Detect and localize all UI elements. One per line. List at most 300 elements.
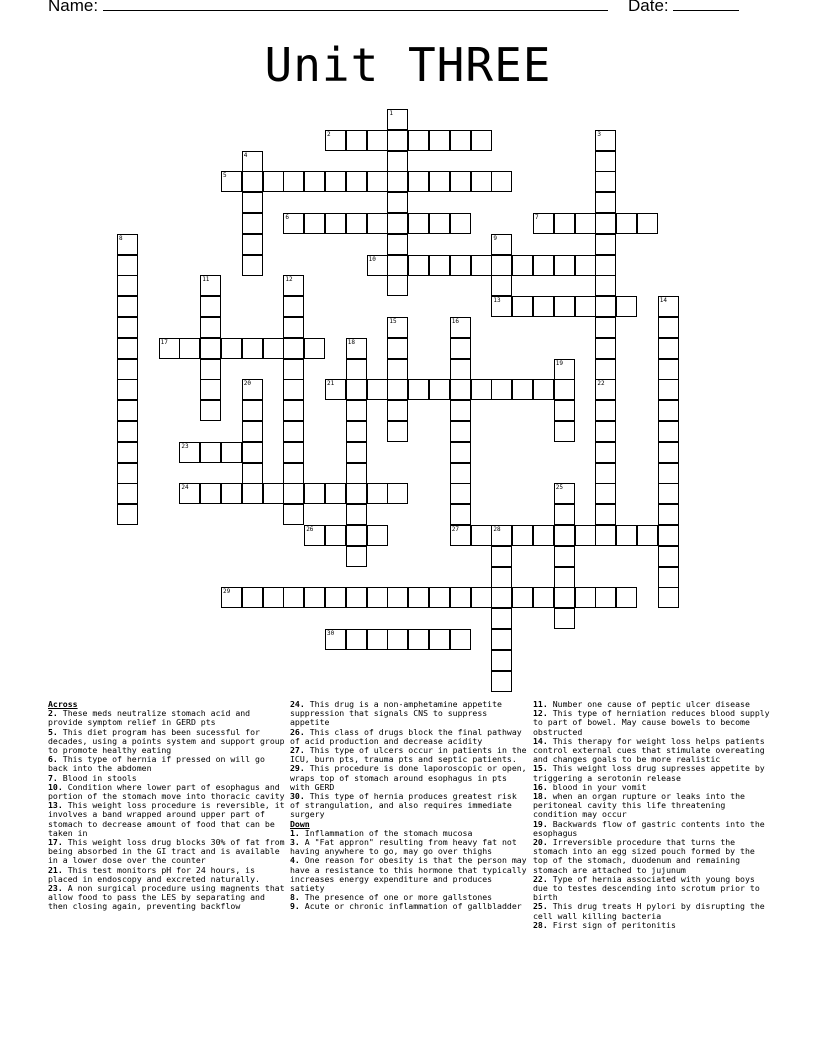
grid-cell[interactable] [471, 379, 492, 400]
grid-cell[interactable] [283, 338, 304, 359]
clue-number-label: 5. [48, 726, 58, 737]
grid-cell[interactable] [616, 296, 637, 317]
clue [533, 737, 771, 765]
clue-number-label: 1. [290, 827, 300, 838]
grid-cell[interactable] [575, 525, 596, 546]
clue-number-label: 7. [48, 772, 58, 783]
grid-cell[interactable] [242, 338, 263, 359]
grid-cell[interactable] [450, 587, 471, 608]
clue-number-label: 11. [533, 699, 548, 709]
grid-cell[interactable] [491, 296, 512, 317]
grid-cell[interactable] [387, 192, 408, 213]
grid-cell[interactable] [242, 463, 263, 484]
grid-cell[interactable] [283, 379, 304, 400]
clue-number-label: 9. [290, 901, 300, 912]
grid-cell[interactable] [221, 338, 242, 359]
grid-cell[interactable] [387, 255, 408, 276]
grid-cell[interactable] [491, 171, 512, 192]
grid-cell[interactable] [429, 587, 450, 608]
grid-cell[interactable] [595, 255, 616, 276]
name-label: Name: [48, 0, 99, 15]
grid-cell[interactable] [512, 296, 533, 317]
clue-number-label: 19. [533, 818, 548, 829]
grid-cell[interactable] [117, 338, 138, 359]
clue-number: 8 [119, 234, 123, 242]
grid-cell[interactable] [450, 338, 471, 359]
grid-cell[interactable] [595, 234, 616, 255]
down-heading: Down [290, 818, 310, 829]
clue-column-2 [290, 700, 528, 912]
grid-cell[interactable] [387, 400, 408, 421]
grid-cell[interactable] [346, 442, 367, 463]
grid-cell[interactable] [658, 442, 679, 463]
grid-cell[interactable] [533, 525, 554, 546]
grid-cell[interactable] [200, 359, 221, 380]
grid-cell[interactable] [595, 421, 616, 442]
grid-cell[interactable] [200, 338, 221, 359]
clue [48, 884, 286, 912]
grid-cell[interactable] [595, 379, 616, 400]
grid-cell[interactable] [616, 213, 637, 234]
grid-cell[interactable] [367, 130, 388, 151]
grid-cell[interactable] [595, 171, 616, 192]
grid-cell[interactable] [429, 379, 450, 400]
grid-cell[interactable] [117, 359, 138, 380]
clue-number-label: 2. [48, 708, 58, 719]
grid-cell[interactable] [283, 213, 304, 234]
grid-cell[interactable] [512, 525, 533, 546]
grid-cell[interactable] [471, 171, 492, 192]
grid-cell[interactable] [554, 379, 575, 400]
grid-cell[interactable] [658, 400, 679, 421]
grid-cell[interactable] [408, 587, 429, 608]
grid-cell[interactable] [346, 338, 367, 359]
clue-text: blood in your vomit [547, 781, 647, 792]
grid-cell[interactable] [533, 255, 554, 276]
grid-cell[interactable] [325, 213, 346, 234]
grid-cell[interactable] [367, 587, 388, 608]
grid-cell[interactable] [304, 587, 325, 608]
grid-cell[interactable] [471, 130, 492, 151]
grid-cell[interactable] [595, 483, 616, 504]
grid-cell[interactable] [408, 171, 429, 192]
grid-cell[interactable] [304, 483, 325, 504]
grid-cell[interactable] [554, 504, 575, 525]
grid-cell[interactable] [221, 442, 242, 463]
grid-cell[interactable] [554, 546, 575, 567]
grid-cell[interactable] [117, 442, 138, 463]
grid-cell[interactable] [554, 400, 575, 421]
grid-cell[interactable] [325, 587, 346, 608]
grid-cell[interactable] [304, 338, 325, 359]
grid-cell[interactable] [658, 296, 679, 317]
grid-cell[interactable] [346, 400, 367, 421]
grid-cell[interactable] [346, 483, 367, 504]
grid-cell[interactable] [616, 525, 637, 546]
clue [48, 783, 286, 801]
clue-number: 16 [451, 318, 460, 325]
grid-cell[interactable] [595, 463, 616, 484]
grid-cell[interactable] [450, 463, 471, 484]
grid-cell[interactable] [429, 255, 450, 276]
clue-text: Backwards flow of gastric contents into the esophagus [533, 818, 765, 838]
grid-cell[interactable] [117, 379, 138, 400]
grid-cell[interactable] [575, 296, 596, 317]
grid-cell[interactable] [117, 317, 138, 338]
clue-number-label: 15. [533, 763, 548, 774]
grid-cell[interactable] [616, 587, 637, 608]
grid-cell[interactable] [200, 379, 221, 400]
grid-cell[interactable] [554, 296, 575, 317]
grid-cell[interactable] [450, 400, 471, 421]
clue-number: 10 [368, 255, 376, 263]
grid-cell[interactable] [283, 483, 304, 504]
grid-cell[interactable] [283, 359, 304, 380]
grid-cell[interactable] [325, 130, 346, 151]
grid-cell[interactable] [242, 192, 263, 213]
grid-cell[interactable] [346, 504, 367, 525]
clue [290, 792, 528, 820]
clue [290, 746, 528, 764]
grid-cell[interactable] [263, 338, 284, 359]
grid-cell[interactable] [387, 587, 408, 608]
clue [290, 838, 528, 856]
grid-cell[interactable] [450, 317, 471, 338]
grid-cell[interactable] [491, 650, 512, 671]
grid-cell[interactable] [450, 483, 471, 504]
grid-cell[interactable] [450, 379, 471, 400]
grid-cell[interactable] [554, 213, 575, 234]
grid-cell[interactable] [117, 234, 138, 255]
grid-cell[interactable] [408, 213, 429, 234]
grid-cell[interactable] [595, 504, 616, 525]
grid-cell[interactable] [554, 421, 575, 442]
grid-cell[interactable] [658, 546, 679, 567]
grid-cell[interactable] [450, 171, 471, 192]
grid-cell[interactable] [533, 213, 554, 234]
grid-cell[interactable] [242, 400, 263, 421]
grid-cell[interactable] [450, 421, 471, 442]
grid-cell[interactable] [242, 171, 263, 192]
clue-column-3 [533, 700, 771, 930]
grid-cell[interactable] [200, 275, 221, 296]
grid-cell[interactable] [179, 442, 200, 463]
grid-cell[interactable] [367, 255, 388, 276]
grid-cell[interactable] [658, 359, 679, 380]
grid-cell[interactable] [658, 587, 679, 608]
grid-cell[interactable] [387, 483, 408, 504]
grid-cell[interactable] [117, 296, 138, 317]
grid-cell[interactable] [491, 275, 512, 296]
grid-cell[interactable] [429, 171, 450, 192]
grid-cell[interactable] [595, 151, 616, 172]
across-heading: Across [48, 699, 78, 709]
clue-number-label: 26. [290, 726, 305, 737]
grid-cell[interactable] [429, 130, 450, 151]
grid-cell[interactable] [595, 359, 616, 380]
grid-cell[interactable] [200, 442, 221, 463]
grid-cell[interactable] [450, 130, 471, 151]
clue-number: 6 [285, 214, 290, 221]
grid-cell[interactable] [554, 525, 575, 546]
grid-cell[interactable] [242, 587, 263, 608]
grid-cell[interactable] [117, 400, 138, 421]
grid-cell[interactable] [367, 525, 388, 546]
grid-cell[interactable] [595, 213, 616, 234]
grid-cell[interactable] [367, 379, 388, 400]
grid-cell[interactable] [283, 463, 304, 484]
grid-cell[interactable] [346, 525, 367, 546]
grid-cell[interactable] [283, 171, 304, 192]
clue-text: A "Fat appron" resulting from heavy fat not having anywhere to go, may go over thighs [290, 837, 517, 857]
grid-cell[interactable] [512, 587, 533, 608]
clue-text: This type of ulcers occur in patients in the ICU, burn pts, trauma pts and septic patients. [290, 745, 527, 765]
grid-cell[interactable] [491, 546, 512, 567]
grid-cell[interactable] [263, 171, 284, 192]
grid-cell[interactable] [387, 629, 408, 650]
grid-cell[interactable] [450, 442, 471, 463]
clue-text: Inflammation of the stomach mucosa [299, 827, 473, 838]
grid-cell[interactable] [325, 171, 346, 192]
grid-cell[interactable] [242, 151, 263, 172]
grid-cell[interactable] [491, 234, 512, 255]
clue-number-label: 24. [290, 699, 305, 709]
grid-cell[interactable] [346, 171, 367, 192]
grid-cell[interactable] [346, 463, 367, 484]
grid-cell[interactable] [325, 379, 346, 400]
grid-cell[interactable] [221, 171, 242, 192]
grid-cell[interactable] [658, 504, 679, 525]
grid-cell[interactable] [387, 359, 408, 380]
grid-cell[interactable] [450, 504, 471, 525]
grid-cell[interactable] [346, 359, 367, 380]
grid-cell[interactable] [304, 525, 325, 546]
grid-cell[interactable] [221, 483, 242, 504]
grid-cell[interactable] [242, 234, 263, 255]
clue-number: 21 [327, 380, 335, 388]
grid-cell[interactable] [387, 234, 408, 255]
grid-cell[interactable] [283, 587, 304, 608]
grid-cell[interactable] [387, 275, 408, 296]
grid-cell[interactable] [554, 359, 575, 380]
grid-cell[interactable] [450, 255, 471, 276]
clue [533, 792, 771, 820]
grid-cell[interactable] [637, 525, 658, 546]
clue-number: 15 [389, 318, 397, 325]
clue-number: 18 [347, 338, 356, 346]
grid-cell[interactable] [387, 151, 408, 172]
grid-cell[interactable] [408, 255, 429, 276]
grid-cell[interactable] [595, 296, 616, 317]
grid-cell[interactable] [263, 587, 284, 608]
grid-cell[interactable] [491, 608, 512, 629]
grid-cell[interactable] [325, 525, 346, 546]
grid-cell[interactable] [242, 255, 263, 276]
grid-cell[interactable] [491, 379, 512, 400]
grid-cell[interactable] [471, 525, 492, 546]
clue-number: 7 [535, 214, 539, 221]
grid-cell[interactable] [595, 192, 616, 213]
grid-cell[interactable] [554, 567, 575, 588]
grid-cell[interactable] [387, 421, 408, 442]
grid-cell[interactable] [263, 483, 284, 504]
clue-number-label: 12. [533, 708, 548, 719]
grid-cell[interactable] [283, 421, 304, 442]
clue-number: 5 [223, 172, 227, 180]
grid-cell[interactable] [117, 504, 138, 525]
grid-cell[interactable] [387, 171, 408, 192]
grid-cell[interactable] [346, 587, 367, 608]
grid-cell[interactable] [658, 463, 679, 484]
clue [48, 728, 286, 756]
grid-cell[interactable] [200, 400, 221, 421]
clue [290, 856, 528, 893]
grid-cell[interactable] [346, 130, 367, 151]
clue-number-label: 8. [290, 892, 300, 903]
grid-cell[interactable] [283, 296, 304, 317]
grid-cell[interactable] [283, 275, 304, 296]
grid-cell[interactable] [367, 171, 388, 192]
grid-cell[interactable] [346, 213, 367, 234]
grid-cell[interactable] [283, 442, 304, 463]
grid-cell[interactable] [554, 608, 575, 629]
grid-cell[interactable] [491, 587, 512, 608]
grid-cell[interactable] [408, 130, 429, 151]
grid-cell[interactable] [387, 338, 408, 359]
grid-cell[interactable] [367, 213, 388, 234]
grid-cell[interactable] [283, 400, 304, 421]
grid-cell[interactable] [554, 255, 575, 276]
grid-cell[interactable] [450, 525, 471, 546]
grid-cell[interactable] [179, 483, 200, 504]
clue-text: These meds neutralize stomach acid and provide symptom relief in GERD pts [48, 708, 251, 728]
grid-cell[interactable] [429, 629, 450, 650]
clue-text: Blood in stools [57, 772, 137, 783]
grid-cell[interactable] [637, 213, 658, 234]
grid-cell[interactable] [242, 213, 263, 234]
grid-cell[interactable] [512, 255, 533, 276]
grid-cell[interactable] [554, 587, 575, 608]
grid-cell[interactable] [491, 629, 512, 650]
grid-cell[interactable] [387, 379, 408, 400]
grid-cell[interactable] [325, 629, 346, 650]
clue-text: This diet program has been sucessful for decades, using a points system and support group to promote healthy eating [48, 726, 285, 756]
grid-cell[interactable] [221, 587, 242, 608]
grid-cell[interactable] [242, 421, 263, 442]
grid-cell[interactable] [387, 109, 408, 130]
grid-cell[interactable] [408, 379, 429, 400]
grid-cell[interactable] [595, 275, 616, 296]
grid-cell[interactable] [242, 442, 263, 463]
grid-cell[interactable] [595, 525, 616, 546]
grid-cell[interactable] [471, 255, 492, 276]
grid-cell[interactable] [200, 317, 221, 338]
grid-cell[interactable] [283, 504, 304, 525]
grid-cell[interactable] [575, 587, 596, 608]
grid-cell[interactable] [595, 587, 616, 608]
grid-cell[interactable] [346, 379, 367, 400]
grid-cell[interactable] [450, 629, 471, 650]
grid-cell[interactable] [117, 421, 138, 442]
grid-cell[interactable] [387, 213, 408, 234]
clue-number-label: 25. [533, 901, 548, 912]
grid-cell[interactable] [471, 587, 492, 608]
grid-cell[interactable] [429, 213, 450, 234]
grid-cell[interactable] [658, 421, 679, 442]
grid-cell[interactable] [575, 213, 596, 234]
grid-cell[interactable] [595, 130, 616, 151]
grid-cell[interactable] [450, 359, 471, 380]
grid-cell[interactable] [595, 400, 616, 421]
grid-cell[interactable] [304, 171, 325, 192]
clue-number: 3 [597, 130, 602, 138]
grid-cell[interactable] [325, 483, 346, 504]
grid-cell[interactable] [491, 567, 512, 588]
grid-cell[interactable] [491, 671, 512, 692]
grid-cell[interactable] [491, 255, 512, 276]
grid-cell[interactable] [304, 213, 325, 234]
grid-cell[interactable] [117, 275, 138, 296]
grid-cell[interactable] [200, 483, 221, 504]
date-label: Date: [628, 0, 669, 15]
grid-cell[interactable] [658, 317, 679, 338]
grid-cell[interactable] [595, 442, 616, 463]
grid-cell[interactable] [367, 629, 388, 650]
grid-cell[interactable] [658, 567, 679, 588]
grid-cell[interactable] [658, 338, 679, 359]
grid-cell[interactable] [408, 629, 429, 650]
grid-cell[interactable] [658, 525, 679, 546]
clue-number-label: 21. [48, 864, 63, 875]
grid-cell[interactable] [200, 296, 221, 317]
clue [48, 709, 286, 727]
grid-cell[interactable] [533, 296, 554, 317]
grid-cell[interactable] [179, 338, 200, 359]
grid-cell[interactable] [533, 379, 554, 400]
clue-text: This test monitors pH for 24 hours, is placed in endoscopy and excreted naturally. [48, 864, 260, 884]
grid-cell[interactable] [595, 338, 616, 359]
grid-cell[interactable] [159, 338, 180, 359]
grid-cell[interactable] [346, 546, 367, 567]
grid-cell[interactable] [658, 483, 679, 504]
grid-cell[interactable] [554, 483, 575, 504]
clue-text: Irreversible procedure that turns the stomach into an egg sized pouch formed by the top of the stomach, duodenum and remaining stomach are attached to jujunum [533, 837, 755, 875]
grid-cell[interactable] [346, 629, 367, 650]
grid-cell[interactable] [533, 587, 554, 608]
grid-cell[interactable] [283, 317, 304, 338]
grid-cell[interactable] [117, 255, 138, 276]
grid-cell[interactable] [512, 379, 533, 400]
clue-number-label: 18. [533, 791, 548, 802]
grid-cell[interactable] [367, 483, 388, 504]
grid-cell[interactable] [491, 525, 512, 546]
clue [533, 764, 771, 782]
grid-cell[interactable] [450, 213, 471, 234]
grid-cell[interactable] [346, 421, 367, 442]
grid-cell[interactable] [595, 317, 616, 338]
grid-cell[interactable] [117, 463, 138, 484]
grid-cell[interactable] [387, 130, 408, 151]
grid-cell[interactable] [387, 317, 408, 338]
grid-cell[interactable] [658, 379, 679, 400]
grid-cell[interactable] [575, 255, 596, 276]
grid-cell[interactable] [117, 483, 138, 504]
grid-cell[interactable] [242, 483, 263, 504]
clue-number: 29 [223, 588, 231, 596]
clue [48, 755, 286, 773]
grid-cell[interactable] [242, 379, 263, 400]
clue-column-1 [48, 700, 286, 912]
